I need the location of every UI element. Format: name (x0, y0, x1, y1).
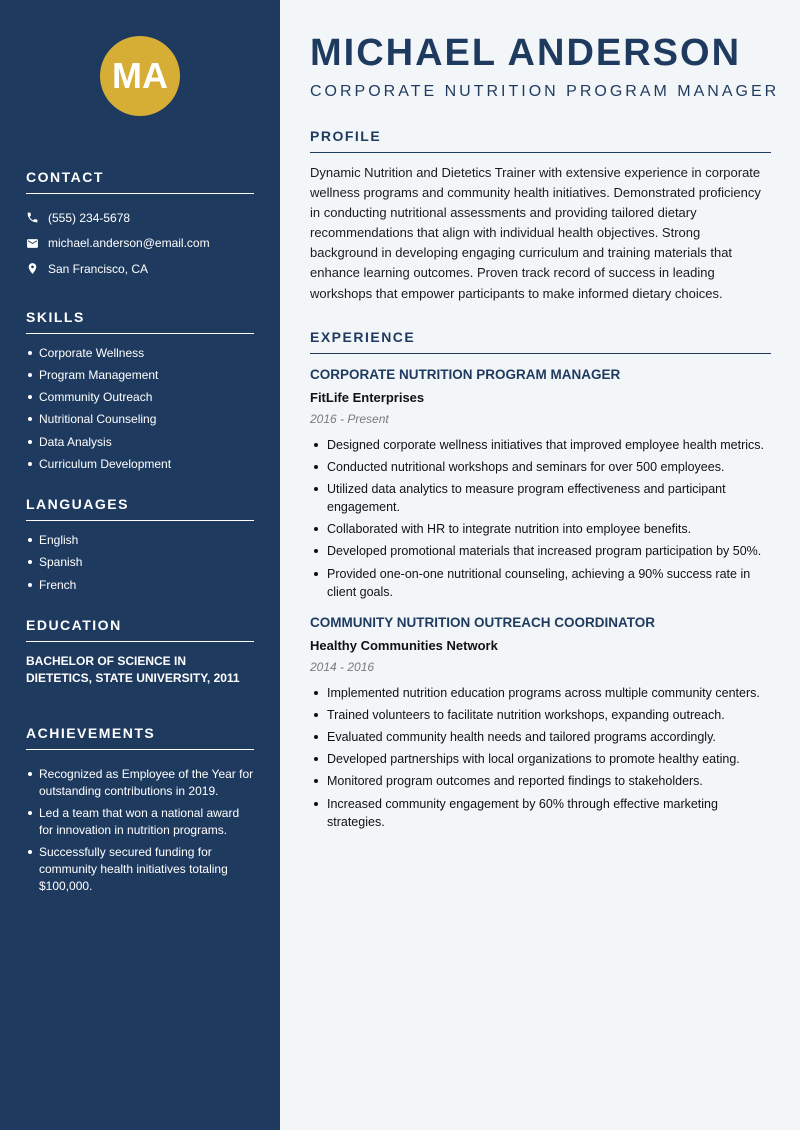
skills-heading: SKILLS (26, 309, 254, 334)
job-role: CORPORATE NUTRITION PROGRAM MANAGER (310, 366, 621, 382)
list-item: Conducted nutritional workshops and seminars for over 500 employees. (310, 458, 771, 476)
list-item: Increased community engagement by 60% through effective marketing strategies. (310, 795, 771, 831)
phone-text: (555) 234-5678 (48, 210, 131, 225)
list-item: Developed promotional materials that increased program participation by 50%. (310, 542, 771, 560)
languages-heading: LANGUAGES (26, 496, 254, 521)
list-item: English (26, 533, 254, 547)
job-company: Healthy Communities Network (310, 637, 498, 653)
experience-heading: EXPERIENCE (310, 329, 771, 354)
list-item: Trained volunteers to facilitate nutrition workshops, expanding outreach. (310, 706, 771, 724)
job-company: FitLife Enterprises (310, 389, 425, 405)
list-item: Led a team that won a national award for innovation in nutrition programs. (26, 805, 254, 839)
list-item: Corporate Wellness (26, 346, 254, 360)
contact-location (26, 256, 254, 282)
contact-heading: CONTACT (26, 169, 254, 194)
job-bullets (310, 436, 771, 601)
profile-text: Dynamic Nutrition and Dietetics Trainer with extensive experience in corporate wellness programs and community health initiatives. Demonstrated proficiency in conducting nutritional assessments and providing tailored dietary recommendations that align with individual health objectives. Strong background in developing engaging curriculum and training materials that enhance learning outcomes. Proven track record of success in leading workshops that empower participants to make informed dietary choices. (310, 165, 761, 301)
contact-phone (26, 205, 254, 231)
skills-list (26, 346, 254, 471)
list-item: Recognized as Employee of the Year for outstanding contributions in 2019. (26, 766, 254, 800)
achievements-heading: ACHIEVEMENTS (26, 725, 254, 750)
job-dates: 2014 - 2016 (310, 659, 375, 674)
list-item: Successfully secured funding for community health initiatives totaling $100,000. (26, 844, 254, 895)
list-item: Spanish (26, 555, 254, 569)
list-item: Community Outreach (26, 390, 254, 404)
job-dates: 2016 - Present (310, 411, 389, 426)
job-entry (310, 615, 771, 831)
contact-email (26, 231, 254, 257)
avatar-initials: MA (112, 55, 168, 96)
list-item: Curriculum Development (26, 457, 254, 471)
languages-list (26, 533, 254, 592)
job-entry (310, 367, 771, 601)
list-item: Collaborated with HR to integrate nutrition into employee benefits. (310, 520, 771, 538)
list-item: Monitored program outcomes and reported findings to stakeholders. (310, 772, 771, 790)
list-item: Nutritional Counseling (26, 412, 254, 426)
candidate-name: MICHAEL ANDERSON (310, 32, 742, 74)
list-item: Designed corporate wellness initiatives that improved employee health metrics. (310, 436, 771, 454)
sidebar (0, 0, 280, 1130)
list-item: Data Analysis (26, 435, 254, 449)
location-text: San Francisco, CA (48, 261, 149, 276)
profile-heading: PROFILE (310, 128, 771, 153)
achievements-list (26, 766, 254, 895)
list-item: Provided one-on-one nutritional counseling, achieving a 90% success rate in client goals. (310, 565, 771, 601)
education-degree: BACHELOR OF SCIENCE IN DIETETICS, STATE UNIVERSITY, 2011 (26, 653, 240, 685)
main-content (310, 0, 780, 835)
list-item: Implemented nutrition education programs across multiple community centers. (310, 684, 771, 702)
phone-icon (26, 211, 48, 224)
location-pin-icon (26, 262, 48, 275)
list-item: Developed partnerships with local organizations to promote healthy eating. (310, 750, 771, 768)
job-role: COMMUNITY NUTRITION OUTREACH COORDINATOR (310, 614, 655, 630)
job-bullets (310, 684, 771, 831)
list-item: Program Management (26, 368, 254, 382)
candidate-title: CORPORATE NUTRITION PROGRAM MANAGER (310, 83, 780, 100)
contact-list (26, 205, 254, 282)
email-text: michael.anderson@email.com (48, 236, 210, 251)
list-item: Utilized data analytics to measure program effectiveness and participant engagement. (310, 480, 771, 516)
education-heading: EDUCATION (26, 617, 254, 642)
email-icon (26, 237, 48, 250)
avatar (100, 36, 180, 116)
list-item: Evaluated community health needs and tailored programs accordingly. (310, 728, 771, 746)
list-item: French (26, 578, 254, 592)
